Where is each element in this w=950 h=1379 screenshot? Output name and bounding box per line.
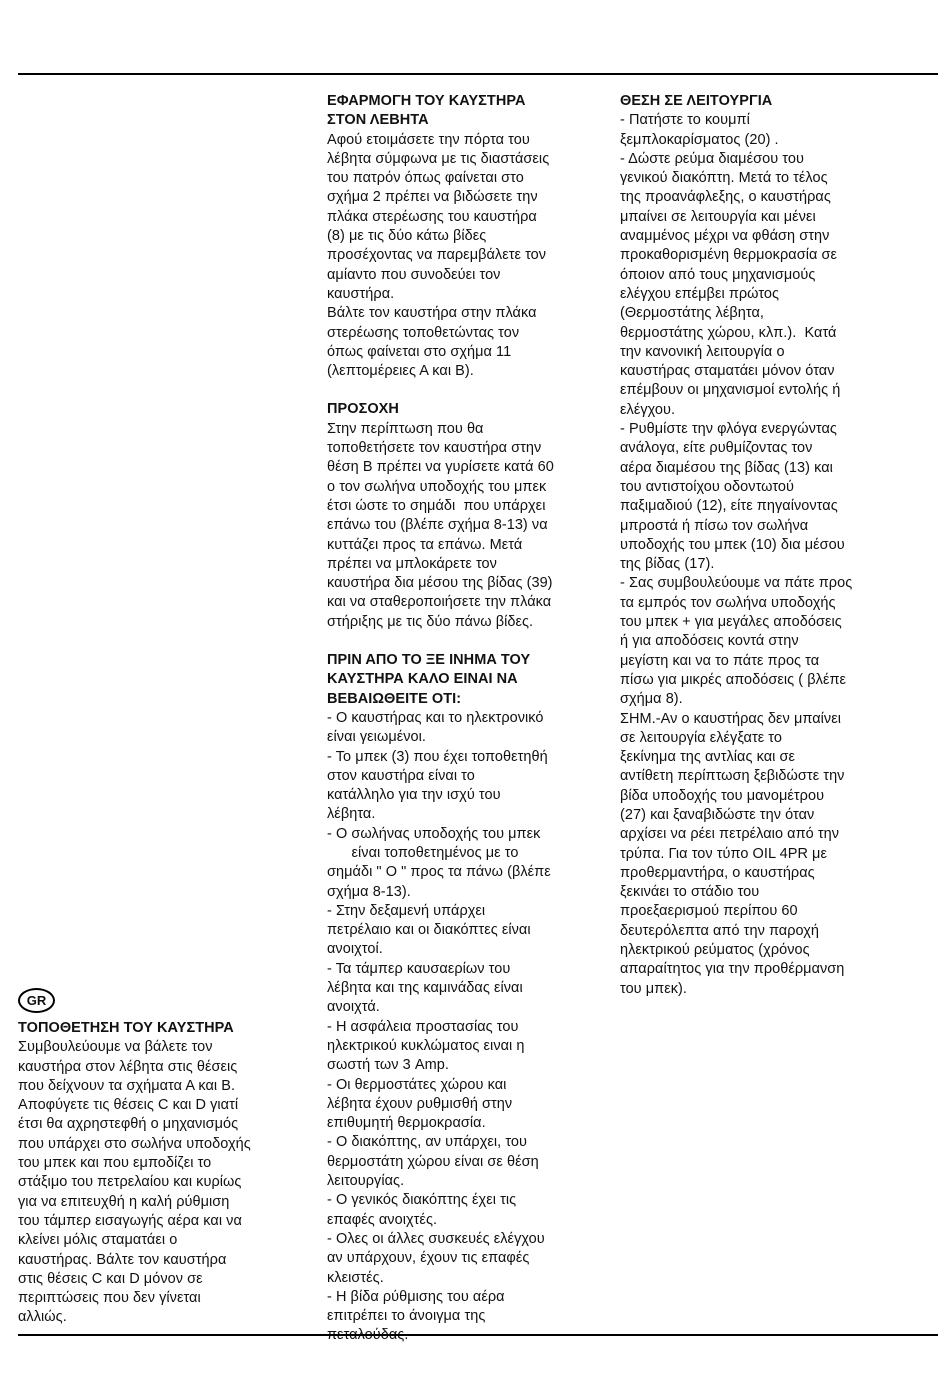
column-burner-installation bbox=[18, 988, 308, 1328]
section-heading-application: ΕΦΑΡΜΟΓΗ ΤΟΥ ΚΑΥΣΤΗΡΑ ΣΤΟΝ ΛΕΒΗΤΑ bbox=[327, 93, 526, 129]
column-application bbox=[327, 92, 612, 1346]
section-heading-operation: ΘΕΣΗ ΣΕ ΛΕΙΤΟΥΡΓΙΑ bbox=[620, 93, 773, 109]
section-heading-installation: ΤΟΠΟΘΕΤΗΣΗ ΤΟΥ ΚΑΥΣΤΗΡΑ bbox=[18, 1020, 234, 1036]
section-text-application: Αφού ετοιμάσετε την πόρτα του λέβητα σύμφωνα με τις διαστάσεις του πατρόν όπως φαίνεται στο σχήμα 2 πρέπει να βιδώσετε την πλάκα στερέωσης του καυστήρα (8) με τις δύο κάτω βίδες προσέχοντας να παρεμβάλετε τον αμίαντο που συνοδεύει τον καυστήρα. Βάλτε τον καυστήρα στην πλάκα στερέωσης τοποθετώντας τον όπως φαίνεται στο σχήμα 11 (λεπτομέρειες Α και Β). bbox=[327, 131, 550, 380]
section-heading-checklist: ΠΡΙΝ ΑΠΟ ΤΟ ΞΕ ΙΝΗΜΑ ΤΟΥ ΚΑΥΣΤΗΡΑ ΚΑΛΟ ΕΙΝΑΙ ΝΑ ΒΕΒΑΙΩΘΕΙΤΕ ΟΤΙ: bbox=[327, 652, 531, 707]
bottom-rule bbox=[18, 1334, 938, 1336]
spacer bbox=[327, 381, 612, 400]
section-text-operation: - Πατήστε το κουμπί ξεμπλοκαρίσματος (20) . - Δώστε ρεύμα διαμέσου του γενικού διακόπτη. Μετά το τέλος της προανάφλεξης, ο καυστήρας μπαίνει σε λειτουργία και μένει αναμμένος μέχρι να φθάση στην προκαθορισμένη θερμοκρασία σε όποιον από τους μηχανισμούς ελέγχου επέμβει πρώτος (Θερμοστάτης λέβητα, θερμοστάτης χώρου, κλπ.). Κατά την κανονική λειτουργία ο καυστήρας σταματάει μόνον όταν επέμβουν οι μηχανισμοί εντολής ή ελέγχου. - Ρυθμίστε την φλόγα ενεργώντας ανάλογα, είτε ρυθμίζοντας τον αέρα διαμέσου της βίδας (13) και του αντιστοίχου οδοντωτού παξιμαδιού (12), είτε πηγαίνοντας μπροστά ή πίσω τον σωλήνα υποδοχής του μπεκ (10) δια μέσου της βίδας (17). - Σας συμβουλεύουμε να πάτε προς τα εμπρός τον σωλήνα υποδοχής του μπεκ + για μεγάλες αποδόσεις ή για αποδόσεις κοντά στην μεγίστη και να το πάτε προς τα πίσω για μικρές αποδόσεις ( βλέπε σχήμα 8). ΣΗΜ.-Αν ο καυστήρας δεν μπαίνει σε λειτουργία ελέγξατε το ξεκίνημα της αντλίας και σε αντίθετη περίπτωση ξεβιδώστε την βίδα υποδοχής του μανομέτρου (27) και ξαναβιδώστε την όταν αρχίσει να ρέει πετρέλαιο από την τρύπα. Για τον τύπο OIL 4PR με προθερμαντήρα, ο καυστήρας ξεκινάει το στάδιο του προεξαερισμού περίπου 60 δευτερόλεπτα από την παροχή ηλεκτρικού ρεύματος (χρόνος απαραίτητος για την προθέρμανση του μπεκ). bbox=[620, 112, 853, 997]
top-rule bbox=[18, 73, 938, 75]
section-text-checklist: - Ο καυστήρας και το ηλεκτρονικό είναι γειωμένοι. - Το μπεκ (3) που έχει τοποθετηθή στον καυστήρα είναι το κατάλληλο για την ισχύ του λέβητα. - Ο σωλήνας υποδοχής του μπεκ είναι τοποθετημένος με το σημάδι " Ο " προς τα πάνω (βλέπε σχήμα 8-13). - Στην δεξαμενή υπάρχει πετρέλαιο και οι διακόπτες είναι ανοιχτοί. - Τα τάμπερ καυσαερίων του λέβητα και της καμινάδας είναι ανοιχτά. - Η ασφάλεια προστασίας του ηλεκτρικού κυκλώματος ειναι η σωστή των 3 Amp. - Οι θερμοστάτες χώρου και λέβητα έχουν ρυθμισθή στην επιθυμητή θερμοκρασία. - Ο διακόπτης, αν υπάρχει, του θερμοστάτη χώρου είναι σε θέση λειτουργίας. - Ο γενικός διακόπτης έχει τις επαφές ανοιχτές. - Ολες οι άλλες συσκευές ελέγχου αν υπάρχουν, έχουν τις επαφές κλειστές. - Η βίδα ρύθμισης του αέρα επιτρέπει το άνοιγμα της πεταλούδας. bbox=[327, 709, 551, 1344]
section-text-installation: Συμβουλεύουμε να βάλετε τον καυστήρα στον λέβητα στις θέσεις που δείχνουν τα σχήματα Α και Β. Αποφύγετε τις θέσεις C και D γιατί έτσι θα αχρηστεφθή ο μηχανισμός που υπάρχει στο σωλήνα υποδοχής του μπεκ και που εμποδίζει το στάξιμο του πετρελαίου και κυρίως για να επιτευχθή η καλή ρύθμιση του τάμπερ εισαγωγής αέρα και να κλείνει μόλις σταματάει ο καυστήρας. Βάλτε τον καυστήρα στις θέσεις C και D μόνον σε περιπτώσεις που δεν γίνεται αλλιώς. bbox=[18, 1039, 251, 1326]
spacer bbox=[327, 632, 612, 651]
section-text-attention: Στην περίπτωση που θα τοποθετήσετε τον καυστήρα στην θέση Β πρέπει να γυρίσετε κατά 60 ο τον σωλήνα υποδοχής του μπεκ έτσι ώστε το σημάδι που υπάρχει επάνω του (βλέπε σχήμα 8-13) να κυττάζει προς τα επάνω. Μετά πρέπει να μπλοκάρετε τον καυστήρα δια μέσου της βίδας (39) και να σταθεροποιήσετε την πλάκα στήριξης με τις δύο πάνω βίδες. bbox=[327, 420, 554, 630]
column-operation bbox=[620, 92, 935, 999]
section-heading-attention: ΠΡΟΣΟΧΗ bbox=[327, 401, 399, 418]
language-badge: GR bbox=[18, 988, 55, 1013]
